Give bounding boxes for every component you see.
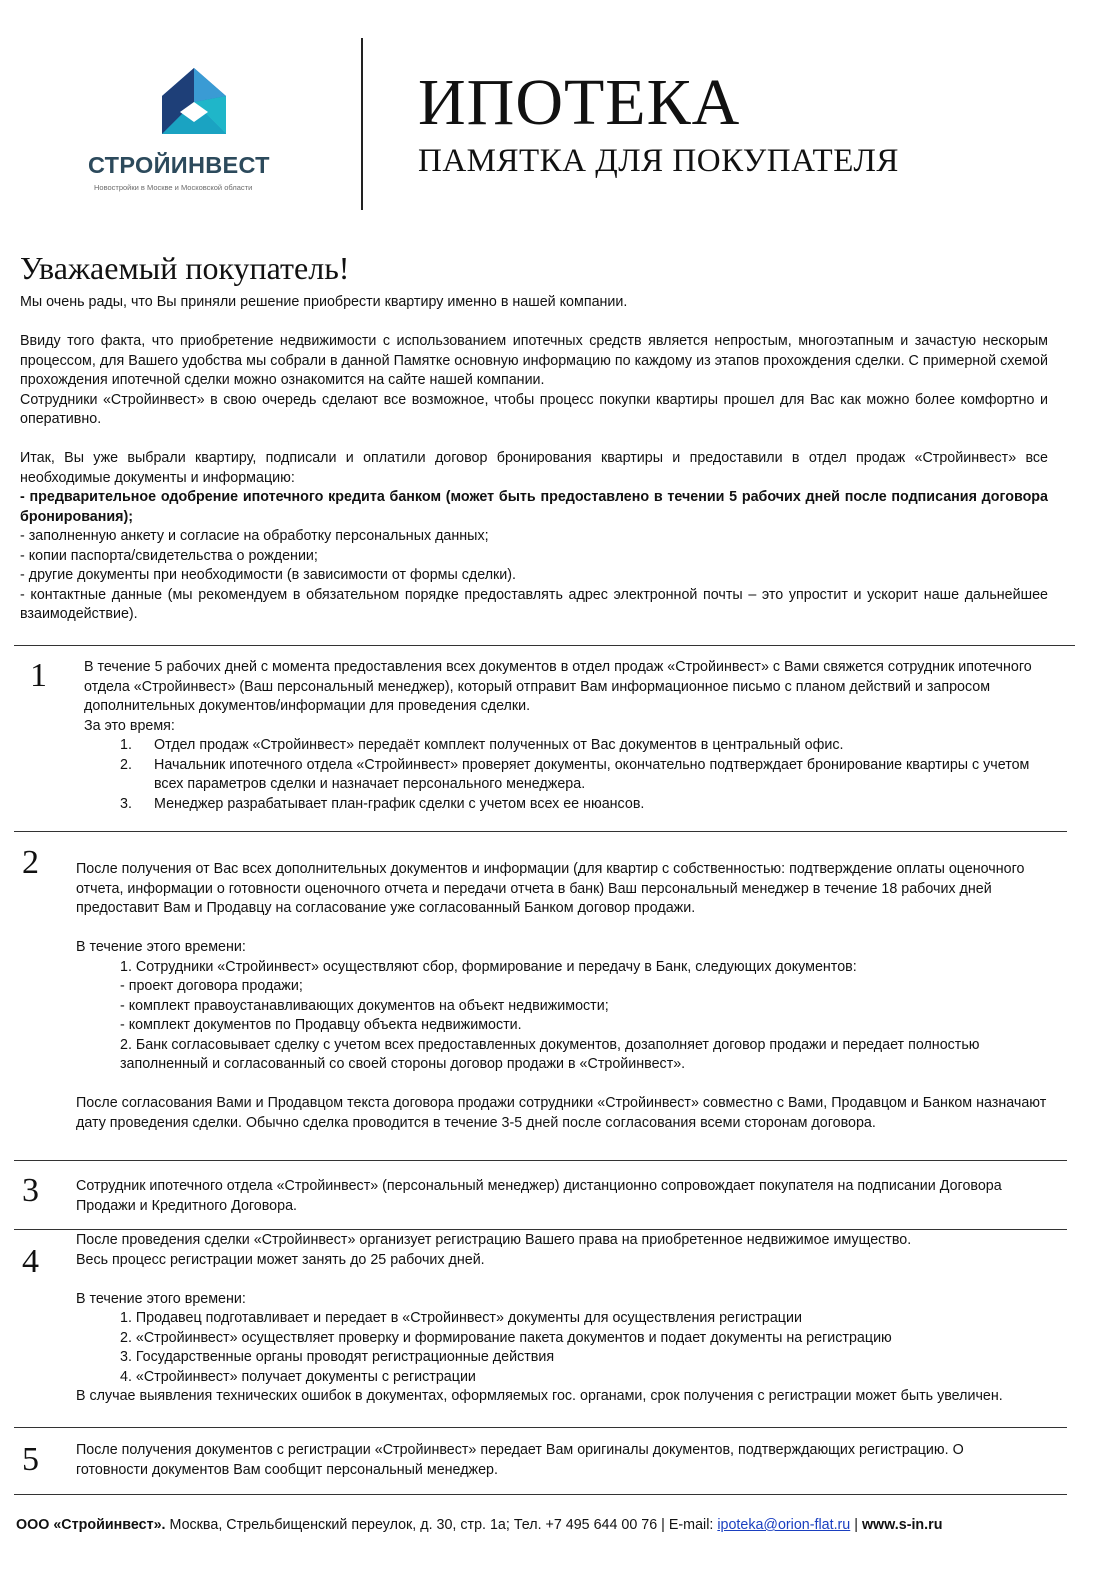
step-list-item bbox=[84, 736, 1059, 756]
intro-list-item: - заполненную анкету и согласие на обработку персональных данных; bbox=[20, 528, 489, 544]
intro-list-item: - копии паспорта/свидетельства о рождении; bbox=[20, 547, 318, 564]
section-divider bbox=[14, 1427, 1067, 1428]
step-list-item: 1. Продавец подготавливает и передает в «Стройинвест» документы для осуществления регистрации bbox=[120, 1310, 802, 1326]
list-number: 3. bbox=[120, 795, 132, 812]
footer-divider bbox=[14, 1494, 1067, 1495]
logo-text: СТРОЙИНВЕСТ bbox=[88, 152, 270, 178]
step-list-item: 2. Банк согласовывает сделку с учетом всех предоставленных документов, дозаполняет договор продажи и передает полностью заполненный и согласованный со своей стороны договор продажи в «Стройинвест». bbox=[120, 1036, 980, 1072]
document-subtitle: ПАМЯТКА ДЛЯ ПОКУПАТЕЛЯ bbox=[418, 143, 899, 179]
step-list-item: 3. Государственные органы проводят регистрационные действия bbox=[120, 1349, 555, 1365]
step-text: Весь процесс регистрации может занять до 25 рабочих дней. bbox=[76, 1251, 485, 1268]
intro-section bbox=[20, 293, 1048, 625]
step-3-body bbox=[76, 1177, 1036, 1216]
step-text: После получения от Вас всех дополнительных документов и информации (для квартир с собственностью: подтверждение оплаты оценочного отчета, информации о готовности оценочного отчета и передачи отчета в банк) Ваш персональный менеджер в течение 18 рабочих дней предоставит Вам и Продавцу на согласование уже согласованный Банком договор продажи. bbox=[76, 861, 1025, 916]
section-divider bbox=[14, 1229, 1067, 1230]
step-list-subitem: - комплект документов по Продавцу объекта недвижимости. bbox=[120, 1017, 522, 1033]
document-title: ИПОТЕКА bbox=[418, 66, 741, 139]
list-number: 2. bbox=[120, 756, 132, 773]
step-during-label: В течение этого времени: bbox=[76, 1290, 246, 1307]
list-text: Начальник ипотечного отдела «Стройинвест» проверяет документы, окончательно подтверждает бронирование квартиры с учетом всех параметров сделки и назначает персонального менеджера. bbox=[154, 756, 1030, 792]
step-4-body bbox=[76, 1231, 1051, 1407]
company-logo bbox=[88, 68, 298, 198]
step-text: Сотрудник ипотечного отдела «Стройинвест» (персональный менеджер) дистанционно сопровождает покупателя на подписании Договора Продажи и Кредитного Договора. bbox=[76, 1178, 1002, 1214]
intro-list-item: - другие документы при необходимости (в зависимости от формы сделки). bbox=[20, 567, 517, 583]
section-divider bbox=[14, 831, 1067, 832]
logo-tagline: Новостройки в Москве и Московской области bbox=[94, 183, 253, 192]
list-text: Менеджер разрабатывает план-график сделки с учетом всех ее нюансов. bbox=[154, 795, 645, 812]
footer-address: Москва, Стрельбищенский переулок, д. 30, стр. 1а; Тел. +7 495 644 00 76 | E-mail: bbox=[165, 1517, 718, 1533]
step-list-item: 2. «Стройинвест» осуществляет проверку и формирование пакета документов и подает документы на регистрацию bbox=[120, 1329, 892, 1346]
intro-paragraph: Мы очень рады, что Вы приняли решение приобрести квартиру именно в нашей компании. bbox=[20, 294, 628, 310]
step-text: После проведения сделки «Стройинвест» организует регистрацию Вашего права на приобретенное недвижимое имущество. bbox=[76, 1232, 912, 1248]
footer-website[interactable]: www.s-in.ru bbox=[861, 1517, 943, 1533]
footer-separator: | bbox=[850, 1517, 862, 1533]
intro-paragraph: Сотрудники «Стройинвест» в свою очередь сделают все возможное, чтобы процесс покупки квартиры прошел для Вас как можно более комфортно и оперативно. bbox=[20, 391, 1048, 427]
logo-mark-icon bbox=[162, 68, 226, 134]
footer bbox=[16, 1516, 942, 1535]
step-list-item bbox=[84, 795, 1059, 815]
step-number: 3 bbox=[22, 1172, 39, 1209]
intro-list-item-bold: - предварительное одобрение ипотечного кредита банком (может быть предоставлено в течении 5 рабочих дней после подписания договора бронирования); bbox=[20, 489, 1048, 525]
step-number: 1 bbox=[30, 657, 47, 694]
list-text: Отдел продаж «Стройинвест» передаёт комплект полученных от Вас документов в центральный офис. bbox=[154, 737, 844, 753]
step-list-item: 4. «Стройинвест» получает документы с регистрации bbox=[120, 1368, 476, 1385]
intro-paragraph: Ввиду того факта, что приобретение недвижимости с использованием ипотечных средств является непростым, многоэтапным и зачастую нескорым процессом, для Вашего удобства мы собрали в данной Памятке основную информацию по каждому из этапов прохождения сделки. С примерной схемой прохождения ипотечной сделки можно ознакомится на сайте нашей компании. bbox=[20, 333, 1048, 388]
footer-company: ООО «Стройинвест». bbox=[16, 1517, 166, 1533]
section-divider bbox=[14, 645, 1075, 646]
step-1-body bbox=[84, 658, 1059, 814]
step-during-label: За это время: bbox=[84, 717, 175, 734]
step-text: В течение 5 рабочих дней с момента предоставления всех документов в отдел продаж «Стройинвест» с Вами свяжется сотрудник ипотечного отдела «Стройинвест» (Ваш персональный менеджер), который отправит Вам информационное письмо с планом действий и запросом дополнительных документов/информации для проведения сделки. bbox=[84, 659, 1032, 714]
intro-paragraph: Итак, Вы уже выбрали квартиру, подписали и оплатили договор бронирования квартиры и предоставили в отдел продаж «Стройинвест» все необходимые документы и информацию: bbox=[20, 450, 1048, 486]
step-list-subitem: - комплект правоустанавливающих документов на объект недвижимости; bbox=[120, 997, 609, 1014]
step-number: 5 bbox=[22, 1441, 39, 1478]
step-list-item: 1. Сотрудники «Стройинвест» осуществляют сбор, формирование и передачу в Банк, следующих документов: bbox=[120, 958, 857, 975]
greeting-heading: Уважаемый покупатель! bbox=[20, 250, 350, 286]
step-5-body bbox=[76, 1441, 1036, 1480]
step-during-label: В течение этого времени: bbox=[76, 939, 246, 955]
footer-email-link[interactable]: ipoteka@orion-flat.ru bbox=[717, 1517, 851, 1533]
step-number: 2 bbox=[22, 844, 39, 881]
step-note: В случае выявления технических ошибок в документах, оформляемых гос. органами, срок получения с регистрации может быть увеличен. bbox=[76, 1388, 1003, 1404]
step-2-body bbox=[76, 860, 1051, 1133]
step-number: 4 bbox=[22, 1243, 39, 1280]
step-list-subitem: - проект договора продажи; bbox=[120, 978, 303, 994]
step-list-item bbox=[84, 756, 1059, 795]
step-after-text: После согласования Вами и Продавцом текста договора продажи сотрудники «Стройинвест» совместно с Вами, Продавцом и Банком назначают дату проведения сделки. Обычно сделка проводится в течение 3-5 дней после согласования всеми сторонам договора. bbox=[76, 1095, 1047, 1131]
list-number: 1. bbox=[120, 737, 132, 753]
intro-list-item: - контактные данные (мы рекомендуем в обязательном порядке предоставлять адрес электронной почты – это упростит и ускорит наше дальнейшее взаимодействие). bbox=[20, 586, 1048, 622]
section-divider bbox=[14, 1160, 1067, 1161]
header-divider bbox=[361, 38, 363, 210]
step-text: После получения документов с регистрации «Стройинвест» передает Вам оригиналы документов, подтверждающих регистрацию. О готовности документов Вам сообщит персональный менеджер. bbox=[76, 1442, 964, 1478]
